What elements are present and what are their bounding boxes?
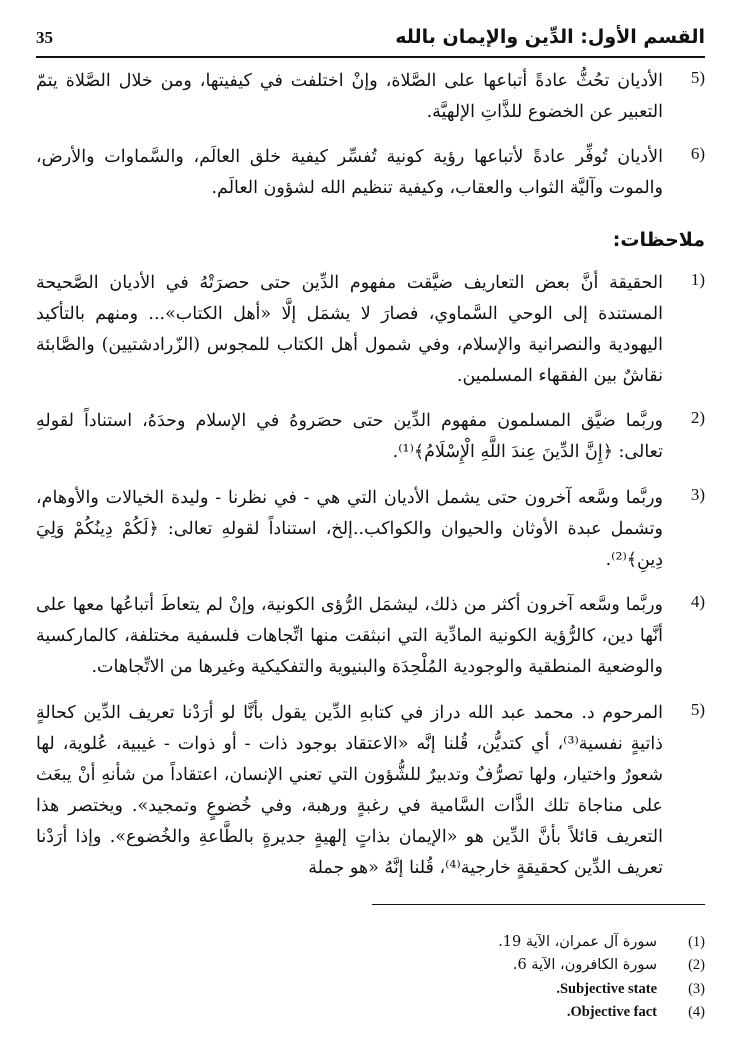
notes-heading: ملاحظات: [612,229,705,251]
item-text: الأديان تُوفِّر عادةً لأتباعها رؤية كونية تُفسِّر كيفية خلق العالَم، والسَّماوات والأرض، والموت وآليَّة الثواب والعقاب، وكيفية تنظيم الله لشؤون العالَم. [36,147,663,198]
footnote-number: (2) [688,957,705,973]
footnote-text: Objective fact. [566,1004,657,1020]
footnote-number: (3) [688,981,705,997]
footnote-text: سورة آل عمران، الآية 19. [498,934,657,950]
footnote [556,979,705,999]
page-number: 35 [36,28,53,47]
running-header [36,22,705,58]
note-number: 4) [690,592,705,611]
footnote-text: Subjective state. [556,981,657,997]
note-text: وربَّما وسَّعه آخرون أكثر من ذلك، ليشمَل الرُّؤى الكونية، وإنْ لم يتعاطَ أتباعُها معها على أنَّها دين، كالرُّؤية الكونية المادِّية التي انبثقت منها اتِّجاهات فلسفية مختلفة، كالماركسية والوضعية المنطقية والوجودية المُلْحِدَة والبنيوية والتفكيكية وغيرها من الاتِّجاهات. [36,595,663,677]
section-title: القسم الأول: الدِّين والإيمان بالله [395,26,705,48]
footnote [498,932,705,952]
note-number: 5) [690,700,705,719]
footnote-number: (4) [688,1004,705,1020]
note-text: وربَّما ضيَّق المسلمون مفهوم الدِّين حتى حصَروهُ في الإسلام وحدَهُ، استناداً لقولهِ تعالى: ﴿إِنَّ الدِّينَ عِندَ اللَّهِ الْإِسْلَامُ﴾⁽¹⁾. [36,411,663,462]
note-number: 3) [690,485,705,504]
note-number: 2) [690,408,705,427]
footnote-divider [372,904,705,905]
footnote [513,955,705,975]
item-number: 5) [690,68,705,87]
item-number: 6) [690,144,705,163]
footnote-text: سورة الكافرون، الآية 6. [512,957,657,973]
note-text: وربَّما وسَّعه آخرون حتى يشمل الأديان التي هي - في نظرنا - وليدة الخيالات والأوهام، وتشمل عبدة الأوثان والحيوان والكواكب..إلخ، استناداً لقولهِ تعالى: ﴿لَكُمْ دِينُكُمْ وَلِيَ دِينِ﴾⁽²⁾. [36,488,663,570]
footnote [567,1002,705,1022]
footnote-number: (1) [688,934,705,950]
note-number: 1) [690,270,705,289]
note-text: الحقيقة أنَّ بعض التعاريف ضيَّقت مفهوم الدِّين حتى حصرَتْهُ في الأديان الصَّحيحة المستندة إلى الوحي السَّماوي، فصارَ لا يشمَل إلَّا «أهل الكتاب»... ومنهم بالتأكيد اليهودية والنصرانية والإسلام، وفي شمول أهل الكتاب للمجوس (الزّرادشتيين) والصَّابئة نقاشٌ بين الفقهاء المسلمين. [36,273,663,386]
note-text: المرحوم د. محمد عبد الله دراز في كتابهِ الدِّين يقول بأنَّا لو أرَدْنا تعريف الدِّين كحالةٍ ذاتيةٍ نفسية⁽³⁾، أي كتديُّن، قُلنا إنَّه «الاعتقاد بوجود ذات - أو ذوات - غيبية، عُلوية، لها شعورٌ واختيار، ولها تصرُّفٌ وتدبيرٌ للشُّؤون التي تعني الإنسان، اعتقاداً من شأنهِ أنْ يبعَث على مناجاة تلك الذَّات السَّامية في رغبةٍ ورهبة، وفي خُضوعٍ وتمجيد». ويختصر هذا التعريف قائلاً بأنَّ الدِّين هو «الإيمان بذاتٍ إلهيةٍ جديرةٍ بالطَّاعةِ والخُضوع». وإذا أرَدْنا تعريف الدِّين كحقيقةٍ خارجية⁽⁴⁾، قُلنا إنَّهُ «هو جملة [36,703,663,878]
item-text: الأديان تحُثُّ عادةً أتباعها على الصَّلاة، وإنْ اختلفت في كيفيتها، ومن خلال الصَّلاة يتمّ التعبير عن الخضوع للذَّاتِ الإلهيَّة. [36,71,663,122]
